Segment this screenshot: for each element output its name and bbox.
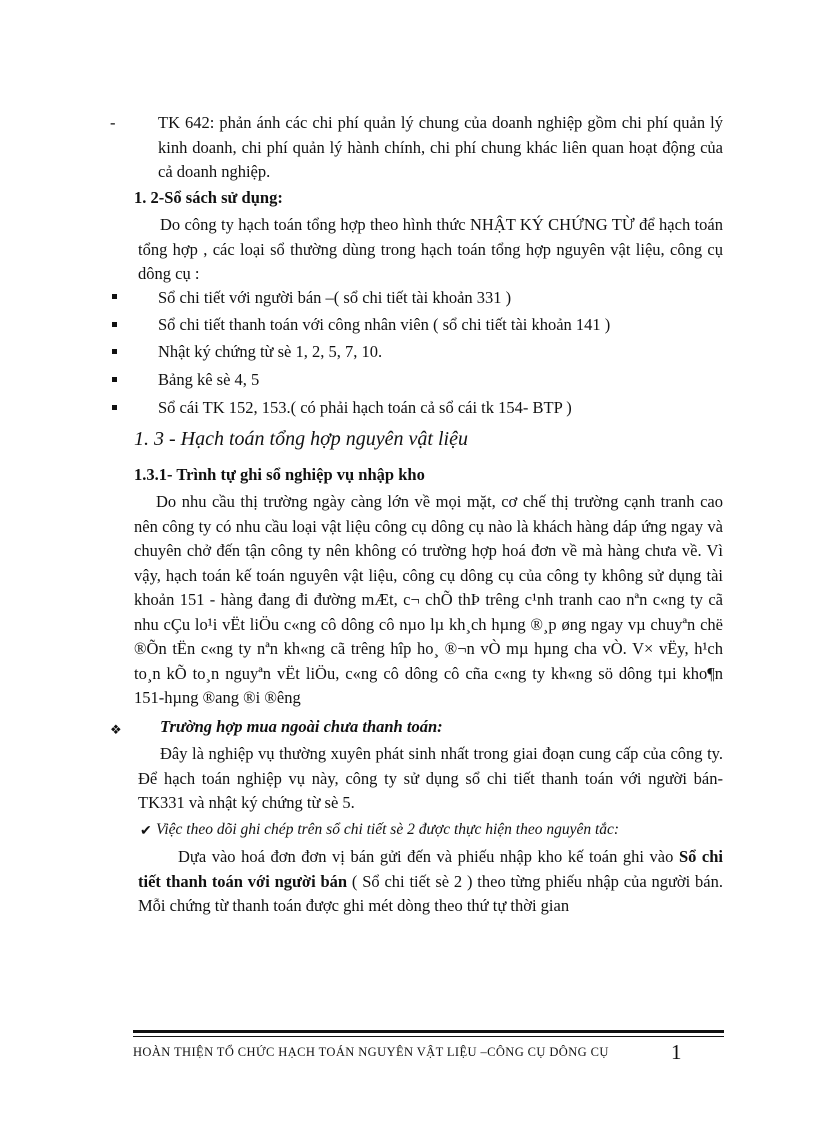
- paragraph-do-nhu-cau: Do nhu cầu thị trường ngày càng lớn về mọi mặt, cơ chế thị trường cạnh tranh cao nên công ty có nhu cầu loại vật liệu công cụ dông cụ nào là khách hàng dáp ứng ngay và chuyên chở đến tận công ty nên không có trường hợp hoá đơn về mà hàng chưa về. Vì vậy, hạch toán kế toán nguyên vật liệu, công cụ dông cụ của công ty không sử dụng tài khoản 151 - hàng đang đi đường mÆt, c¬ chÕ thÞ trêng c¹nh tranh cao nªn c«ng ty cã nhu cÇu lo¹i vËt liÖu c«ng cô dông cô nµo lµ kh¸ch hµng ®¸p øng ngay vµ chuyªn chë ®Õn tËn c«ng ty nªn kh«ng cã trêng hîp ho¸ ®¬n vÒ mµ hµng cha vÒ. V× vËy, h¹ch to¸n kÕ to¸n nguyªn vËt liÖu, c«ng cô dông cô cña c«ng ty kh«ng sö dông tµi kho¶n 151-hµng ®ang ®i ®êng: [134, 492, 723, 707]
- square-bullet-icon: [112, 377, 117, 382]
- check-line: Việc theo dõi ghi chép trên sổ chi tiết sè 2 được thực hiện theo nguyên tắc:: [156, 821, 620, 838]
- so-chi-tiet-bold: Sổ chi tiết thanh toán với người bán: [138, 847, 724, 891]
- dash-bullet: -: [110, 113, 116, 132]
- footer-title: HOÀN THIỆN TỔ CHỨC HẠCH TOÁN NGUYÊN VẬT LIỆU –CÔNG CỤ DÔNG CỤ: [133, 1045, 609, 1059]
- list-item: Sổ chi tiết thanh toán với công nhân viên ( sổ chi tiết tài khoản 141 ): [158, 315, 611, 334]
- paragraph-tk642: TK 642: phản ánh các chi phí quản lý chung của doanh nghiệp gồm chi phí quản lý kinh doanh, chi phí quản lý hành chính, chi phí chung khác liên quan hoạt động của cả doanh nghiệp.: [158, 113, 723, 181]
- heading-so-sach: 1. 2-Sổ sách sử dụng:: [134, 188, 283, 207]
- paragraph-do-cong-ty: Do công ty hạch toán tổng hợp theo hình thức NHẬT KÝ CHỨNG TỪ để hạch toán tổng hợp , các loại sổ thường dùng trong hạch toán tổng hợp nguyên vật liệu, công cụ dông cụ :: [138, 215, 723, 283]
- square-bullet-icon: [112, 322, 117, 327]
- check-icon: ✔: [140, 824, 152, 839]
- footer-rule-thin: [133, 1036, 724, 1037]
- paragraph-day-la: Đây là nghiệp vụ thường xuyên phát sinh nhất trong giai đoạn cung cấp của công ty. Để hạch toán nghiệp vụ này, công ty sử dụng sổ chi tiết thanh toán với người bán- TK331 và nhật ký chứng từ sè 5.: [138, 744, 723, 812]
- square-bullet-icon: [112, 405, 117, 410]
- list-item: Nhật ký chứng từ sè 1, 2, 5, 7, 10.: [158, 342, 383, 361]
- paragraph-dua-vao-end: ( Sổ chi tiết sè 2 ) theo từng phiếu nhập của người bán. Mỗi chứng từ thanh toán được ghi mét dòng theo thứ tự thời gian: [138, 871, 723, 915]
- square-bullet-icon: [112, 294, 117, 299]
- heading-trinh-tu: 1.3.1- Trình tự ghi sổ nghiệp vụ nhập kho: [134, 465, 425, 484]
- heading-truong-hop: Trường hợp mua ngoài chưa thanh toán:: [160, 717, 443, 736]
- diamond-bullet-icon: ❖: [110, 722, 122, 737]
- paragraph-dua-vao: [138, 845, 723, 919]
- heading-hach-toan: 1. 3 - Hạch toán tổng hợp nguyên vật liệu: [134, 428, 468, 450]
- list-item: Bảng kê sè 4, 5: [158, 370, 260, 389]
- paragraph-dua-vao-start: Dựa vào hoá đơn đơn vị bán gửi đến và phiếu nhập kho kế toán ghi vào: [178, 847, 679, 866]
- list-item: Sổ cái TK 152, 153.( có phải hạch toán cả sổ cái tk 154- BTP ): [158, 398, 572, 417]
- page-number: 1: [671, 1040, 682, 1064]
- square-bullet-icon: [112, 349, 117, 354]
- footer-rule-thick: [133, 1030, 724, 1033]
- list-item: Sổ chi tiết với người bán –( sổ chi tiết tài khoản 331 ): [158, 288, 512, 307]
